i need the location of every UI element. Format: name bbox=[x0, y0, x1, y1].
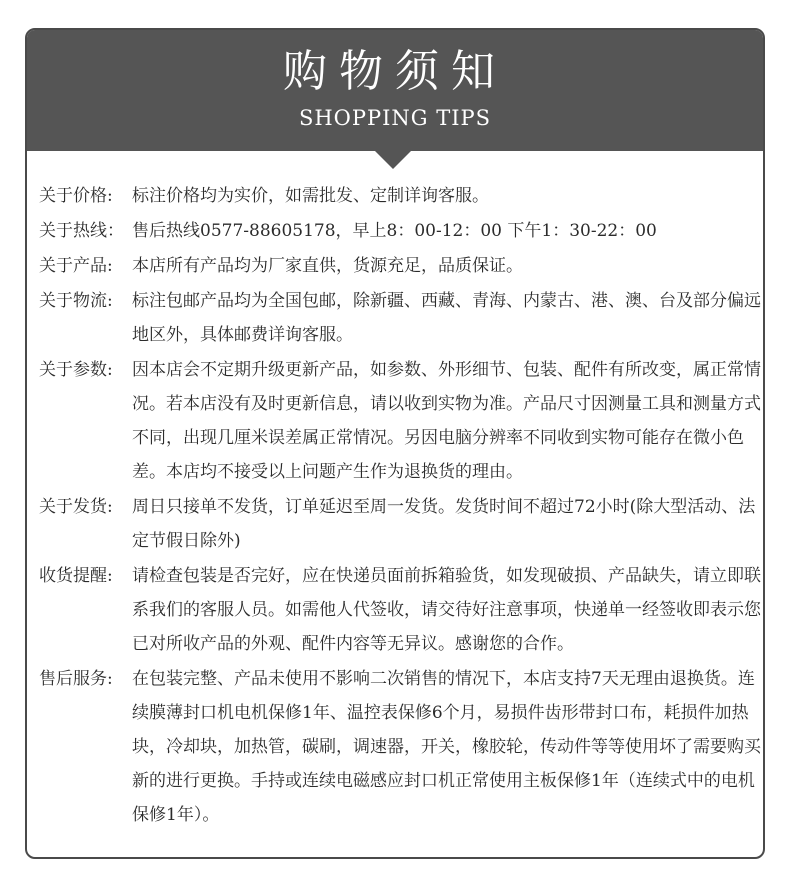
tip-label: 售后服务: bbox=[39, 669, 113, 689]
tip-text: 请检查包装是否完好，应在快递员面前拆箱验货，如发现破损、产品缺失，请立即联系我们的客服人员。如需他人代签收，请交待好注意事项，快递单一经签收即表示您已对所收产品的外观、配件内容等无异议。感谢您的合作。 bbox=[132, 566, 761, 654]
tip-text: 本店所有产品均为厂家直供，货源充足，品质保证。 bbox=[132, 256, 523, 276]
tip-text: 售后热线0577-88605178，早上8：00-12：00 下午1：30-22：00 bbox=[132, 221, 657, 241]
tip-parameters bbox=[39, 353, 764, 489]
tip-price bbox=[39, 179, 764, 213]
tip-label: 关于价格: bbox=[39, 186, 113, 206]
header-banner bbox=[27, 30, 763, 151]
tip-receiving bbox=[39, 559, 764, 661]
tip-text: 周日只接单不发货，订单延迟至周一发货。发货时间不超过72小时(除大型活动、法定节假日除外) bbox=[132, 497, 756, 551]
tip-after-sales bbox=[39, 662, 764, 832]
tip-label: 关于参数: bbox=[39, 360, 113, 380]
tip-label: 关于产品: bbox=[39, 256, 113, 276]
page-title: 购物须知 bbox=[283, 46, 507, 97]
page-subtitle: SHOPPING TIPS bbox=[298, 106, 492, 130]
shopping-tips-panel bbox=[25, 28, 765, 859]
tip-text: 因本店会不定期升级更新产品，如参数、外形细节、包装、配件有所改变，属正常情况。若本店没有及时更新信息，请以收到实物为准。产品尺寸因测量工具和测量方式不同，出现几厘米误差属正常情况。另因电脑分辨率不同收到实物可能存在微小色差。本店均不接受以上问题产生作为退换货的理由。 bbox=[132, 360, 761, 482]
tip-text: 标注价格均为实价，如需批发、定制详询客服。 bbox=[132, 186, 489, 206]
tip-label: 关于物流: bbox=[39, 291, 113, 311]
tip-text: 标注包邮产品均为全国包邮，除新疆、西藏、青海、内蒙古、港、澳、台及部分偏远地区外，具体邮费详询客服。 bbox=[132, 291, 761, 345]
tips-list bbox=[39, 179, 764, 833]
tip-text: 在包装完整、产品未使用不影响二次销售的情况下，本店支持7天无理由退换货。连续膜薄封口机电机保修1年、温控表保修6个月，易损件齿形带封口布，耗损件加热块，冷却块，加热管，碳刷，调速器，开关，橡胶轮，传动件等等使用坏了需要购买新的进行更换。手持或连续电磁感应封口机正常使用主板保修1年（连续式中的电机保修1年）。 bbox=[132, 669, 761, 825]
tip-label: 收货提醒: bbox=[39, 566, 113, 586]
tip-label: 关于发货: bbox=[39, 497, 113, 517]
tip-product bbox=[39, 249, 764, 283]
tip-logistics bbox=[39, 284, 764, 352]
header-pointer bbox=[375, 151, 411, 169]
tip-hotline bbox=[39, 214, 764, 248]
tip-shipping bbox=[39, 490, 764, 558]
tip-label: 关于热线： bbox=[39, 221, 124, 241]
